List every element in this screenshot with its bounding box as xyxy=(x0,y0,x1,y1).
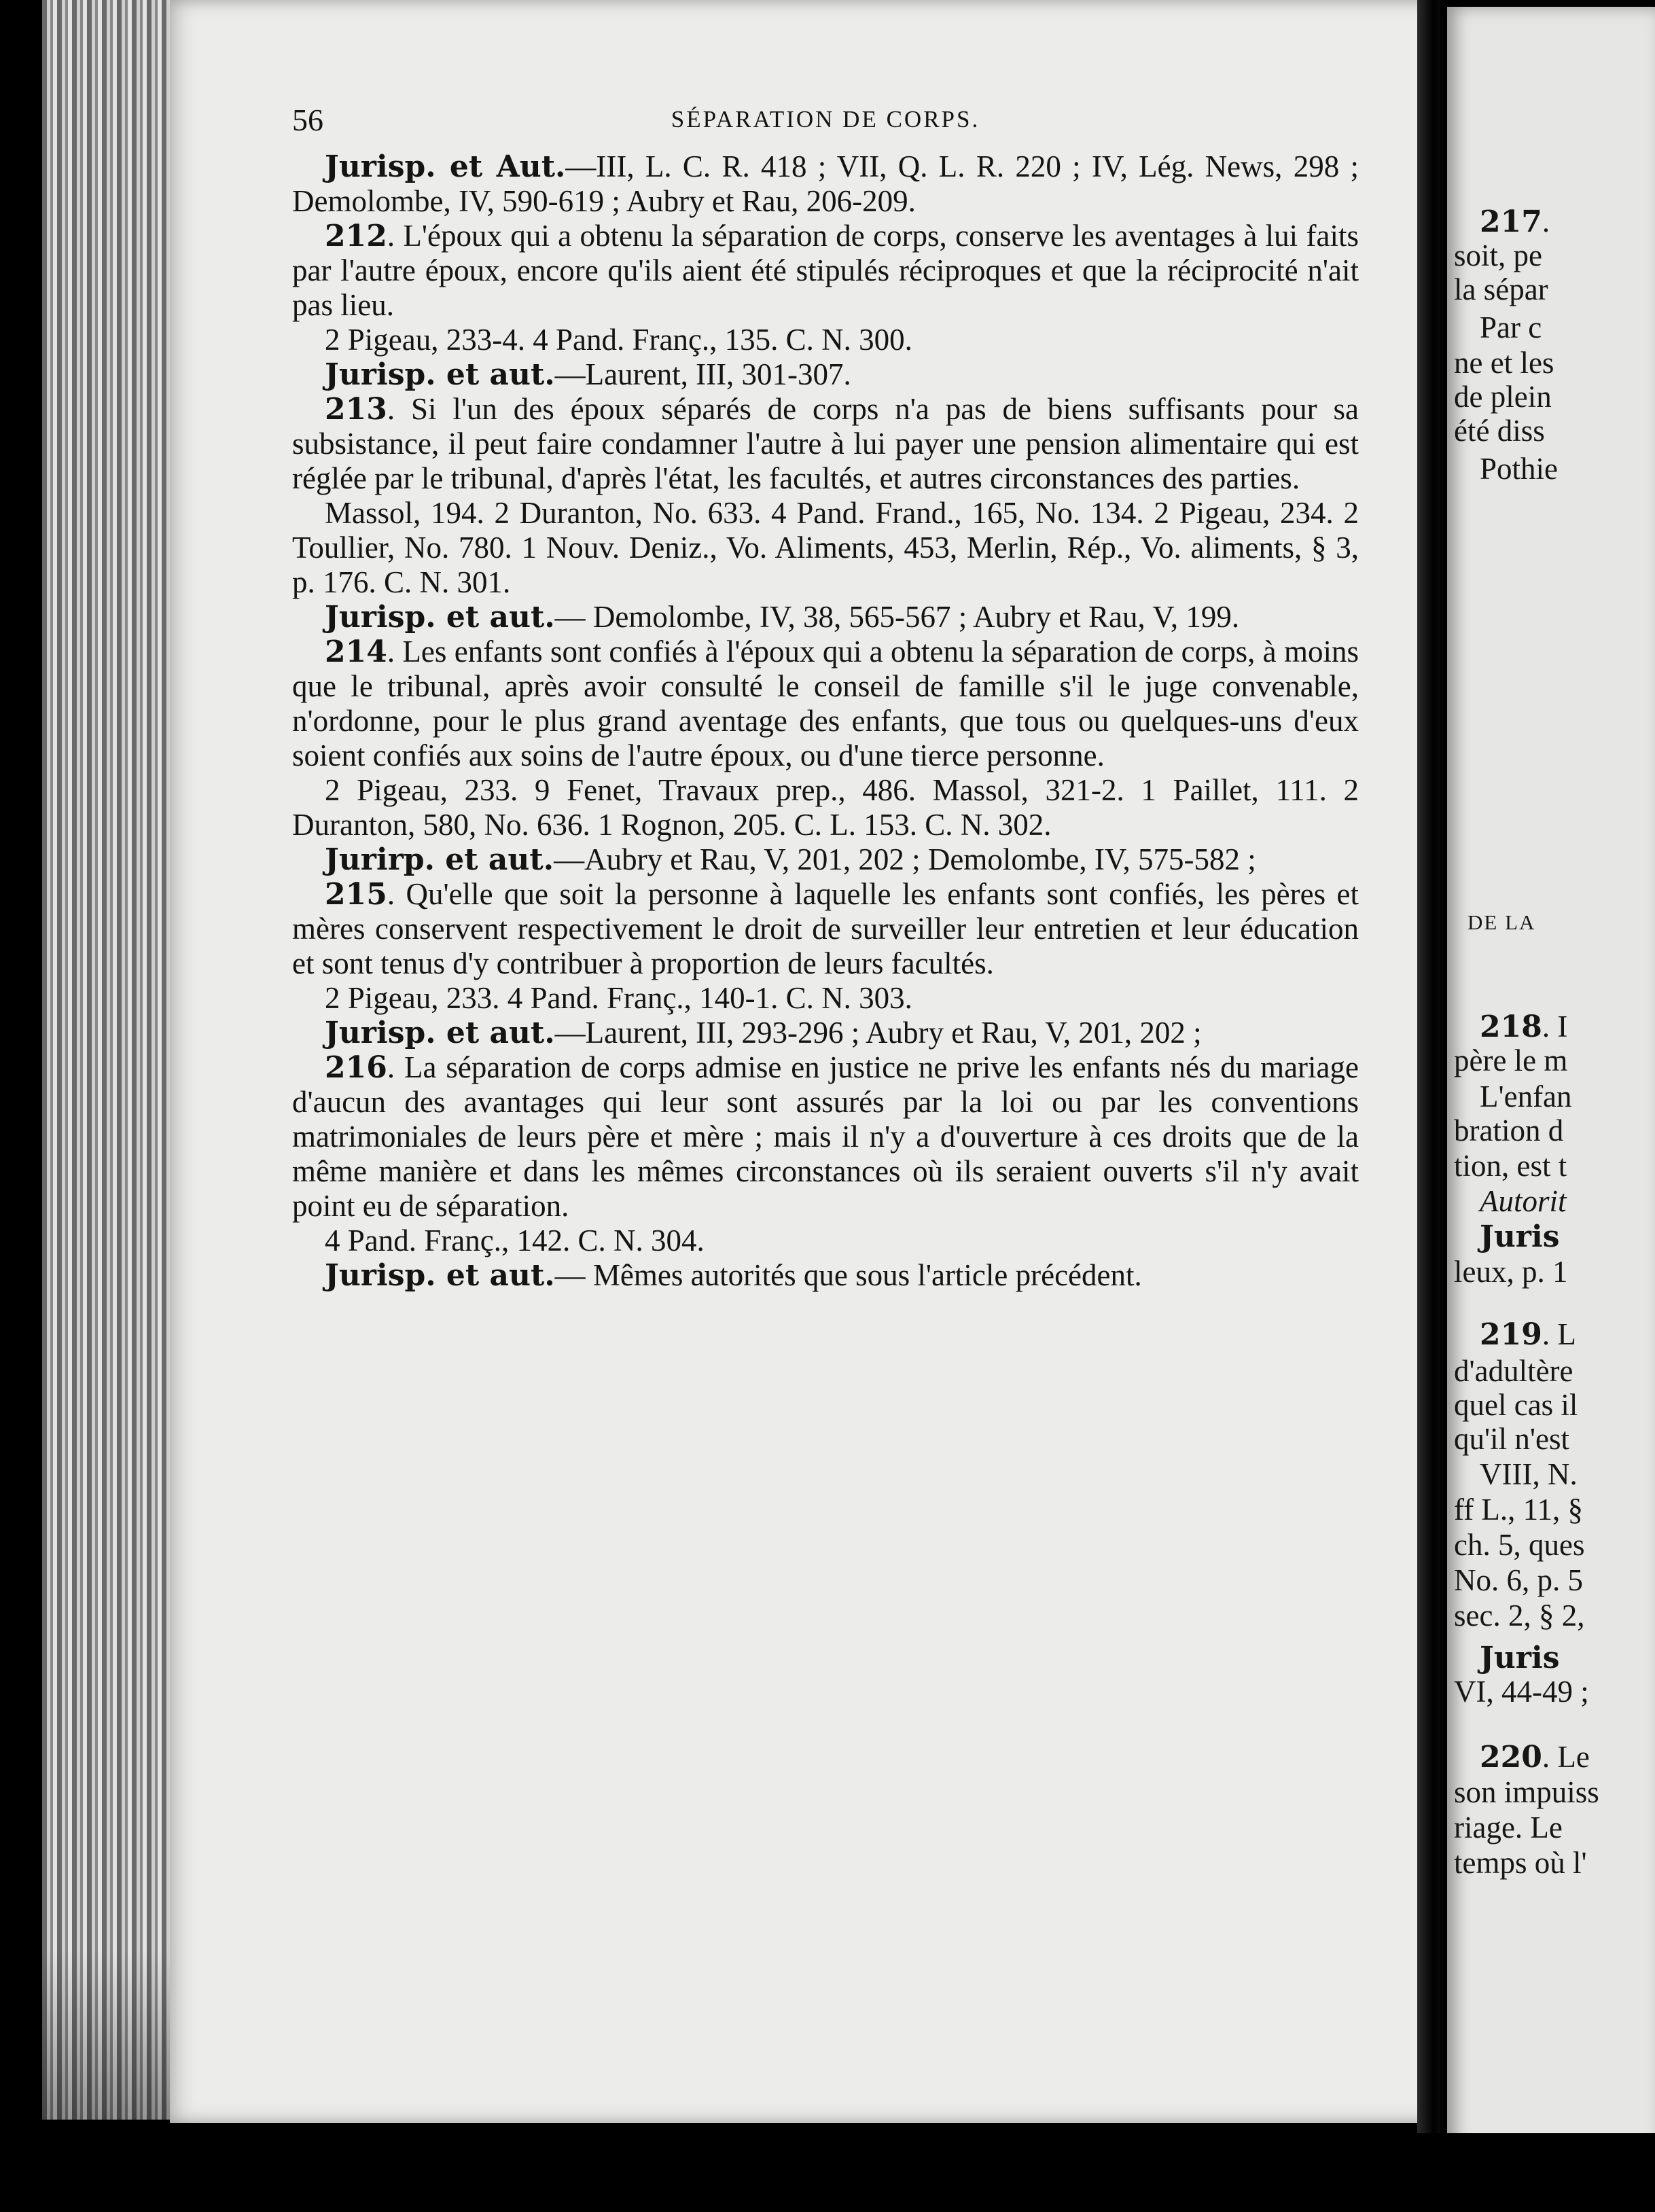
right-page-line xyxy=(1480,1219,1559,1254)
right-line-text: temps où l' xyxy=(1454,1846,1587,1880)
right-page-line xyxy=(1454,272,1548,307)
article-citations: Massol, 194. 2 Duranton, No. 633. 4 Pand. Frand., 165, No. 134. 2 Pigeau, 234. 2 Toullier, No. 780. 1 Nouv. Deniz., Vo. Aliments, 453, Merlin, Rép., Vo. aliments, § 3, p. 176. C. N. 301. xyxy=(292,496,1359,599)
right-page-line xyxy=(1454,379,1552,414)
jurisp-label: Jurisp. et aut. xyxy=(325,1258,555,1293)
right-line-text: quel cas il xyxy=(1454,1388,1578,1422)
jurisp-label: Jurisp. et Aut. xyxy=(325,149,566,184)
article-jurisprudence xyxy=(292,1016,1359,1050)
right-page-line xyxy=(1454,1774,1599,1810)
right-page-line xyxy=(1454,1527,1584,1563)
article-number: 216 xyxy=(325,1050,387,1085)
top-jurisprudence xyxy=(292,149,1359,219)
article-number: 215 xyxy=(325,877,387,912)
article-215 xyxy=(292,877,1359,1050)
right-article-number: 220 xyxy=(1480,1740,1542,1774)
right-page-line xyxy=(1454,1043,1567,1078)
running-title: SÉPARATION DE CORPS. xyxy=(671,106,980,132)
right-line-text: d'adultère xyxy=(1454,1354,1573,1388)
jurisp-label: Jurisp. et aut. xyxy=(325,600,555,635)
right-line-text: . L xyxy=(1542,1317,1576,1351)
right-line-text: bration d xyxy=(1454,1113,1564,1147)
right-page-line xyxy=(1480,451,1558,486)
right-page-line xyxy=(1467,910,1535,935)
article-body: . La séparation de corps admise en justice ne prive les enfants nés du mariage d'aucun des avantages qui leur sont assurés par la loi ou par les conventions matrimoniales de leurs père et mère ; mais il n'y a d'ouverture à ces droits que de la même manière et dans les mêmes circonstances où ils seraient ouverts s'il n'y avait point eu de séparation. xyxy=(292,1050,1359,1223)
right-page-line xyxy=(1454,1148,1567,1183)
right-page-line xyxy=(1454,1254,1567,1289)
right-line-text: VIII, N. xyxy=(1480,1457,1578,1491)
article-body: . Les enfants sont confiés à l'époux qui a obtenu la séparation de corps, à moins que le tribunal, après avoir consulté le conseil de famille s'il le juge convenable, n'ordonne, pour le plus grand aventage des enfants, que tous ou quelques-uns d'eux soient confiés aux soins de l'autre époux, ou d'une tierce personne. xyxy=(292,635,1359,772)
right-page-line xyxy=(1454,1387,1578,1423)
article-citations: 2 Pigeau, 233. 9 Fenet, Travaux prep., 486. Massol, 321-2. 1 Paillet, 111. 2 Duranton, 580, No. 636. 1 Rognon, 205. C. L. 153. C. N. 302. xyxy=(292,773,1359,842)
article-number: 214 xyxy=(325,635,387,669)
article-212 xyxy=(292,219,1359,392)
right-line-text: Juris xyxy=(1480,1641,1560,1675)
right-article-number: 217 xyxy=(1480,204,1542,239)
article-text xyxy=(292,877,1359,981)
scan-border xyxy=(0,2133,1655,2212)
article-number: 213 xyxy=(325,392,387,427)
right-line-text: leux, p. 1 xyxy=(1454,1255,1568,1289)
right-line-text: L'enfan xyxy=(1480,1080,1572,1113)
right-line-text: ff L., 11, § xyxy=(1454,1493,1583,1527)
article-jurisprudence xyxy=(292,357,1359,392)
page-text-column xyxy=(292,102,1359,1293)
right-line-text: tion, est t xyxy=(1454,1149,1567,1183)
right-line-text: No. 6, p. 5 xyxy=(1454,1563,1583,1597)
page-number: 56 xyxy=(292,103,323,137)
article-body: . Si l'un des époux séparés de corps n'a pas de biens suffisants pour sa subsistance, il peut faire condamner l'autre à lui payer une pension alimentaire qui est réglée par le tribunal, d'après l'état, les facultés, et autres circonstances des parties. xyxy=(292,392,1359,495)
right-page-line xyxy=(1454,1353,1573,1389)
right-page-line xyxy=(1480,1640,1559,1675)
jurisp-text: —Laurent, III, 293-296 ; Aubry et Rau, V, 201, 202 ; xyxy=(554,1016,1202,1050)
article-text xyxy=(292,1050,1359,1224)
jurisp-label: Jurisp. et aut. xyxy=(325,1016,555,1050)
right-line-text: Par c xyxy=(1480,310,1542,344)
article-number: 212 xyxy=(325,219,387,253)
article-body: . L'époux qui a obtenu la séparation de corps, conserve les aventages à lui faits par l'autre époux, encore qu'ils aient été stipulés réciproques et que la réciprocité n'ait pas lieu. xyxy=(292,219,1359,322)
jurisp-text: —Aubry et Rau, V, 201, 202 ; Demolombe, IV, 575-582 ; xyxy=(554,842,1256,876)
right-line-text: soit, pe xyxy=(1454,238,1542,272)
right-page-line xyxy=(1480,1739,1590,1774)
right-line-text: . xyxy=(1542,204,1550,238)
jurisp-text: — Demolombe, IV, 38, 565-567 ; Aubry et Rau, V, 199. xyxy=(554,600,1240,634)
article-216 xyxy=(292,1050,1359,1293)
right-page-line xyxy=(1480,310,1542,345)
right-page-line xyxy=(1454,413,1545,448)
right-line-text: riage. Le xyxy=(1454,1810,1563,1844)
right-page-line xyxy=(1454,1810,1563,1845)
right-line-text: Autorit xyxy=(1480,1184,1567,1218)
right-line-text: de plein xyxy=(1454,380,1552,414)
article-jurisprudence xyxy=(292,1258,1359,1293)
right-line-text: la sépar xyxy=(1454,272,1548,306)
jurisp-label: Jurirp. et aut. xyxy=(325,842,554,877)
right-line-text: été diss xyxy=(1454,414,1545,448)
right-page-line xyxy=(1454,1563,1583,1598)
right-page-line xyxy=(1454,238,1542,273)
right-line-text: sec. 2, § 2, xyxy=(1454,1599,1585,1633)
page-edges xyxy=(42,0,178,2120)
right-page xyxy=(1440,0,1655,2212)
article-jurisprudence xyxy=(292,842,1359,877)
right-line-text: qu'il n'est xyxy=(1454,1422,1569,1456)
right-page-line xyxy=(1454,1113,1563,1148)
article-citations: 2 Pigeau, 233-4. 4 Pand. Franç., 135. C. N. 300. xyxy=(325,323,912,357)
right-page-line xyxy=(1454,1674,1589,1709)
running-head xyxy=(292,102,1359,149)
right-line-text: ch. 5, ques xyxy=(1454,1528,1585,1562)
right-page-line xyxy=(1454,345,1554,380)
right-page-sheet xyxy=(1447,7,1655,2174)
right-line-text: père le m xyxy=(1454,1043,1568,1077)
right-line-text: DE LA xyxy=(1467,910,1536,934)
right-line-text: ne et les xyxy=(1454,346,1554,380)
right-page-line xyxy=(1480,204,1550,239)
right-line-text: son impuiss xyxy=(1454,1775,1599,1809)
right-line-text: Juris xyxy=(1480,1219,1560,1254)
article-jurisprudence xyxy=(292,600,1359,635)
article-citations: 4 Pand. Franç., 142. C. N. 304. xyxy=(325,1224,705,1257)
right-page-line xyxy=(1480,1009,1567,1044)
right-page-line xyxy=(1454,1845,1587,1880)
right-page-line xyxy=(1480,1317,1576,1352)
jurisp-label: Jurisp. et aut. xyxy=(325,357,555,392)
right-page-line xyxy=(1480,1079,1572,1114)
right-page-line xyxy=(1454,1421,1569,1457)
jurisp-text: — Mêmes autorités que sous l'article précédent. xyxy=(554,1258,1142,1292)
right-line-text: . I xyxy=(1542,1010,1568,1043)
left-page xyxy=(170,0,1447,2123)
jurisp-text: —Laurent, III, 301-307. xyxy=(554,357,851,391)
right-page-line xyxy=(1454,1492,1583,1527)
article-214 xyxy=(292,635,1359,877)
article-text xyxy=(292,635,1359,773)
right-page-line xyxy=(1480,1183,1567,1219)
right-page-line xyxy=(1454,1598,1584,1633)
right-article-number: 219 xyxy=(1480,1317,1542,1352)
right-line-text: VI, 44-49 ; xyxy=(1454,1675,1589,1709)
right-line-text: Pothie xyxy=(1480,452,1559,486)
right-line-text: . Le xyxy=(1542,1740,1590,1774)
article-citations: 2 Pigeau, 233. 4 Pand. Franç., 140-1. C. N. 303. xyxy=(325,981,912,1015)
article-213 xyxy=(292,392,1359,635)
jurisp-text: —III, L. C. R. 418 ; VII, Q. L. R. 220 ; IV, Lég. News, 298 ; Demolombe, IV, 590-619 ; Aubry et Rau, 206-209. xyxy=(292,149,1359,218)
right-article-number: 218 xyxy=(1480,1010,1542,1044)
right-page-line xyxy=(1480,1457,1578,1492)
article-text xyxy=(292,219,1359,323)
article-body: . Qu'elle que soit la personne à laquelle les enfants sont confiés, les pères et mères conservent respectivement le droit de surveiller leur entretien et leur éducation et sont tenus d'y contribuer à proportion de leurs facultés. xyxy=(292,877,1359,980)
article-text xyxy=(292,392,1359,496)
